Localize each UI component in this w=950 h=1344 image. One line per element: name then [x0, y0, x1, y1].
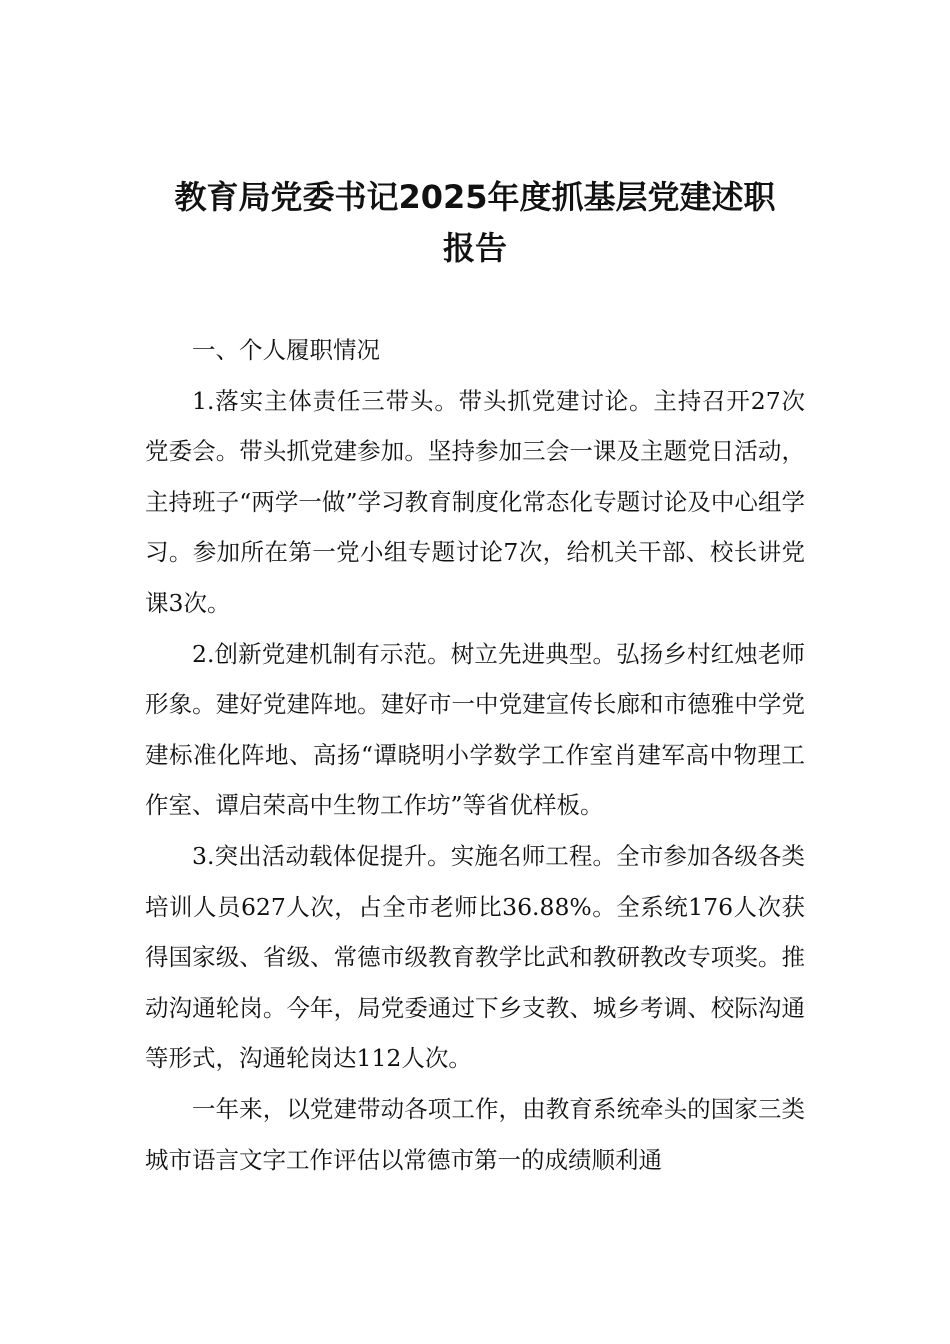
paragraph-2: 2.创新党建机制有示范。树立先进典型。弘扬乡村红烛老师形象。建好党建阵地。建好市一中党建宣传长廊和市德雅中学党建标准化阵地、高扬“谭晓明小学数学工作室肖建军高中物理工作室、谭启荣高中生物工作坊”等省优样板。 — [145, 639, 805, 820]
document-title — [140, 172, 810, 274]
title-line-1: 教育局党委书记2025年度抓基层党建述职 — [174, 178, 776, 216]
paragraph-3: 3.突出活动载体促提升。实施名师工程。全市参加各级各类培训人员627人次，占全市老师比36.88%。全系统176人次获得国家级、省级、常德市级教育教学比武和教研教改专项奖。推动沟通轮岗。今年，局党委通过下乡支教、城乡考调、校际沟通等形式，沟通轮岗达112人次。 — [145, 841, 805, 1073]
title-line-2: 报告 — [442, 229, 507, 267]
paragraph-4: 一年来，以党建带动各项工作，由教育系统牵头的国家三类城市语言文字工作评估以常德市第一的成绩顺利通 — [145, 1094, 805, 1174]
document-body — [145, 325, 805, 1185]
paragraph-1: 1.落实主体责任三带头。带头抓党建讨论。主持召开27次党委会。带头抓党建参加。坚持参加三会一课及主题党日活动，主持班子“两学一做”学习教育制度化常态化专题讨论及中心组学习。参加所在第一党小组专题讨论7次，给机关干部、校长讲党课3次。 — [145, 386, 805, 617]
section-heading: 一、个人履职情况 — [192, 336, 380, 364]
